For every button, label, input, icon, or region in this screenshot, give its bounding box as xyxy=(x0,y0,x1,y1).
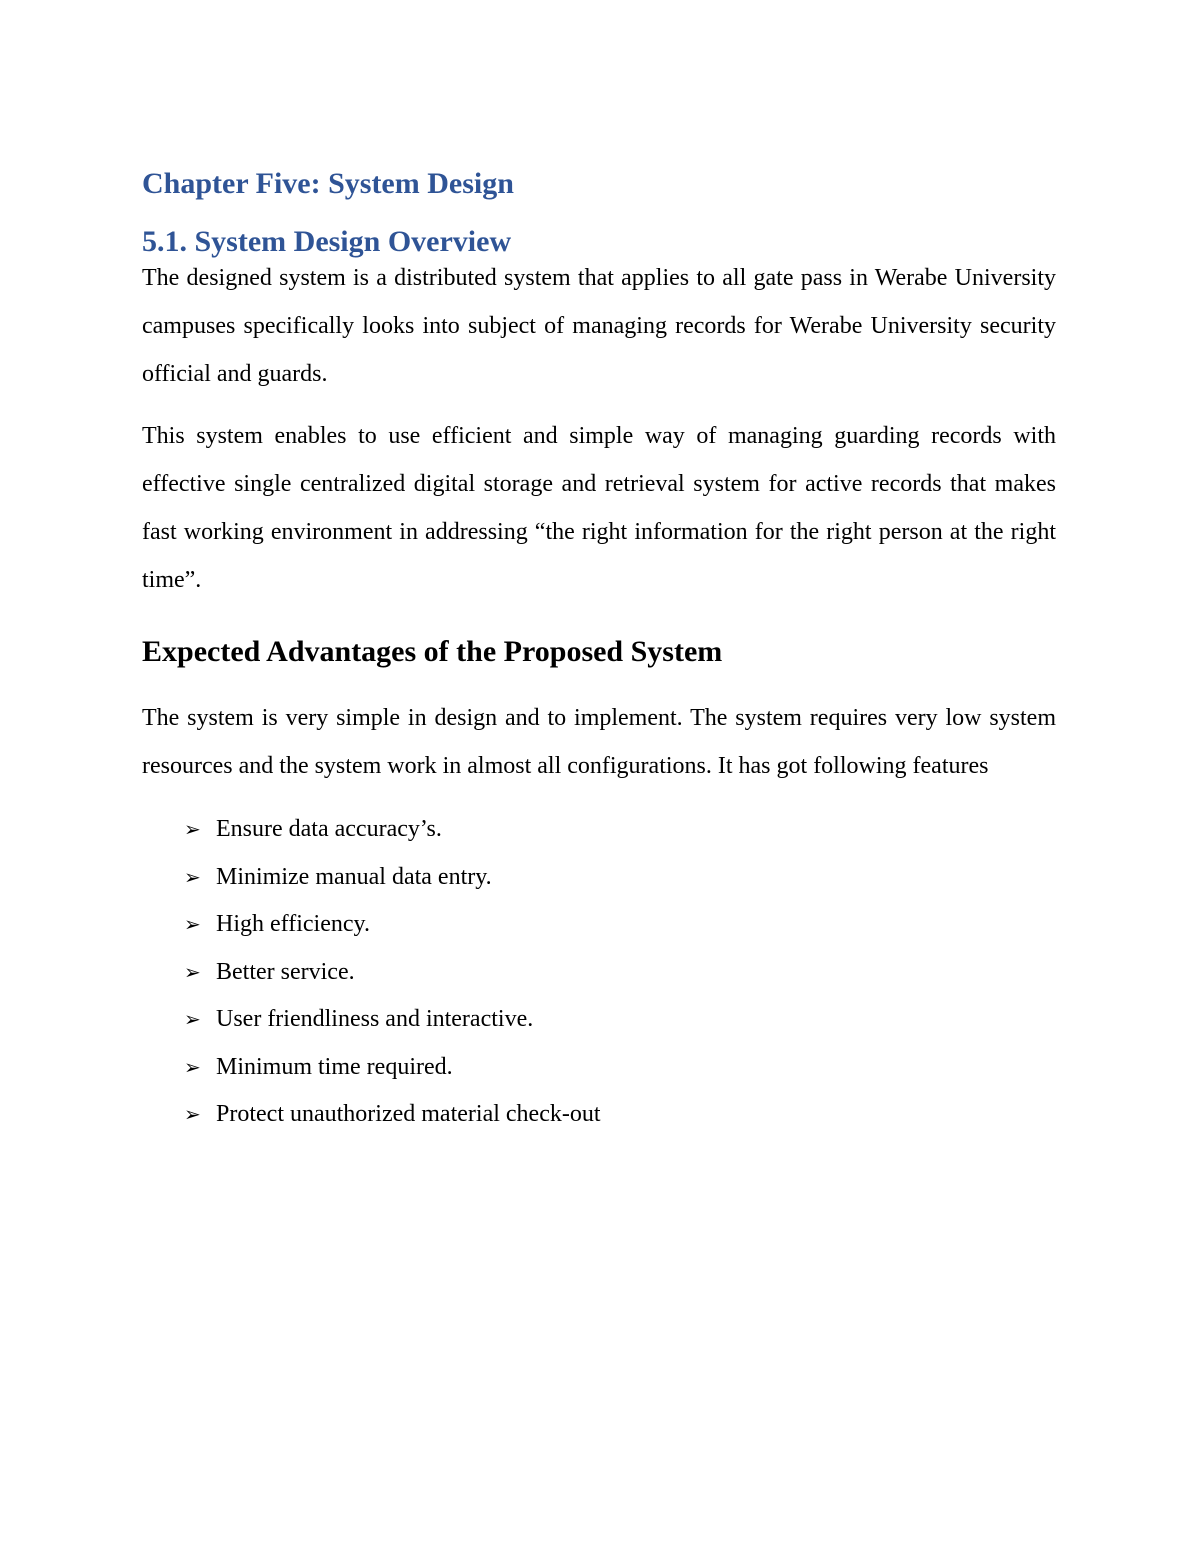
list-item xyxy=(184,949,1056,997)
list-item xyxy=(184,996,1056,1044)
arrow-bullet-icon: ➢ xyxy=(184,817,201,841)
document-body xyxy=(142,162,1056,1139)
feature-text: High efficiency. xyxy=(216,911,370,937)
features-list xyxy=(142,806,1056,1139)
arrow-bullet-icon: ➢ xyxy=(184,959,201,984)
arrow-bullet-icon: ➢ xyxy=(184,1007,201,1031)
list-item xyxy=(184,806,1056,854)
feature-text: Minimize manual data entry. xyxy=(216,863,492,890)
feature-text: Minimum time required. xyxy=(216,1053,453,1080)
advantages-intro-paragraph: The system is very simple in design and to implement. The system requires very low system resources and the system work in almost all configurations. It has got following features xyxy=(142,705,1056,779)
feature-text: Ensure data accuracy’s. xyxy=(216,816,442,842)
list-item xyxy=(184,901,1056,949)
list-item xyxy=(184,1091,1056,1139)
section-title: 5.1. System Design Overview xyxy=(142,225,512,258)
arrow-bullet-icon: ➢ xyxy=(184,864,201,889)
chapter-title: Chapter Five: System Design xyxy=(142,167,514,200)
arrow-bullet-icon: ➢ xyxy=(184,1054,201,1079)
list-item xyxy=(184,854,1056,902)
arrow-bullet-icon: ➢ xyxy=(184,912,201,936)
overview-paragraph-1: The designed system is a distributed system that applies to all gate pass in Werabe University campuses specifically looks into subject of managing records for Werabe University security official and guards. xyxy=(142,265,1056,387)
feature-text: Better service. xyxy=(216,958,355,985)
list-item xyxy=(184,1044,1056,1092)
feature-text: User friendliness and interactive. xyxy=(216,1006,534,1032)
arrow-bullet-icon: ➢ xyxy=(184,1102,201,1126)
advantages-heading: Expected Advantages of the Proposed System xyxy=(142,635,723,668)
feature-text: Protect unauthorized material check-out xyxy=(216,1101,601,1127)
overview-paragraph-2: This system enables to use efficient and simple way of managing guarding records with effective single centralized digital storage and retrieval system for active records that makes fast working environment in addressing “the right information for the right person at the right time”. xyxy=(142,423,1056,593)
